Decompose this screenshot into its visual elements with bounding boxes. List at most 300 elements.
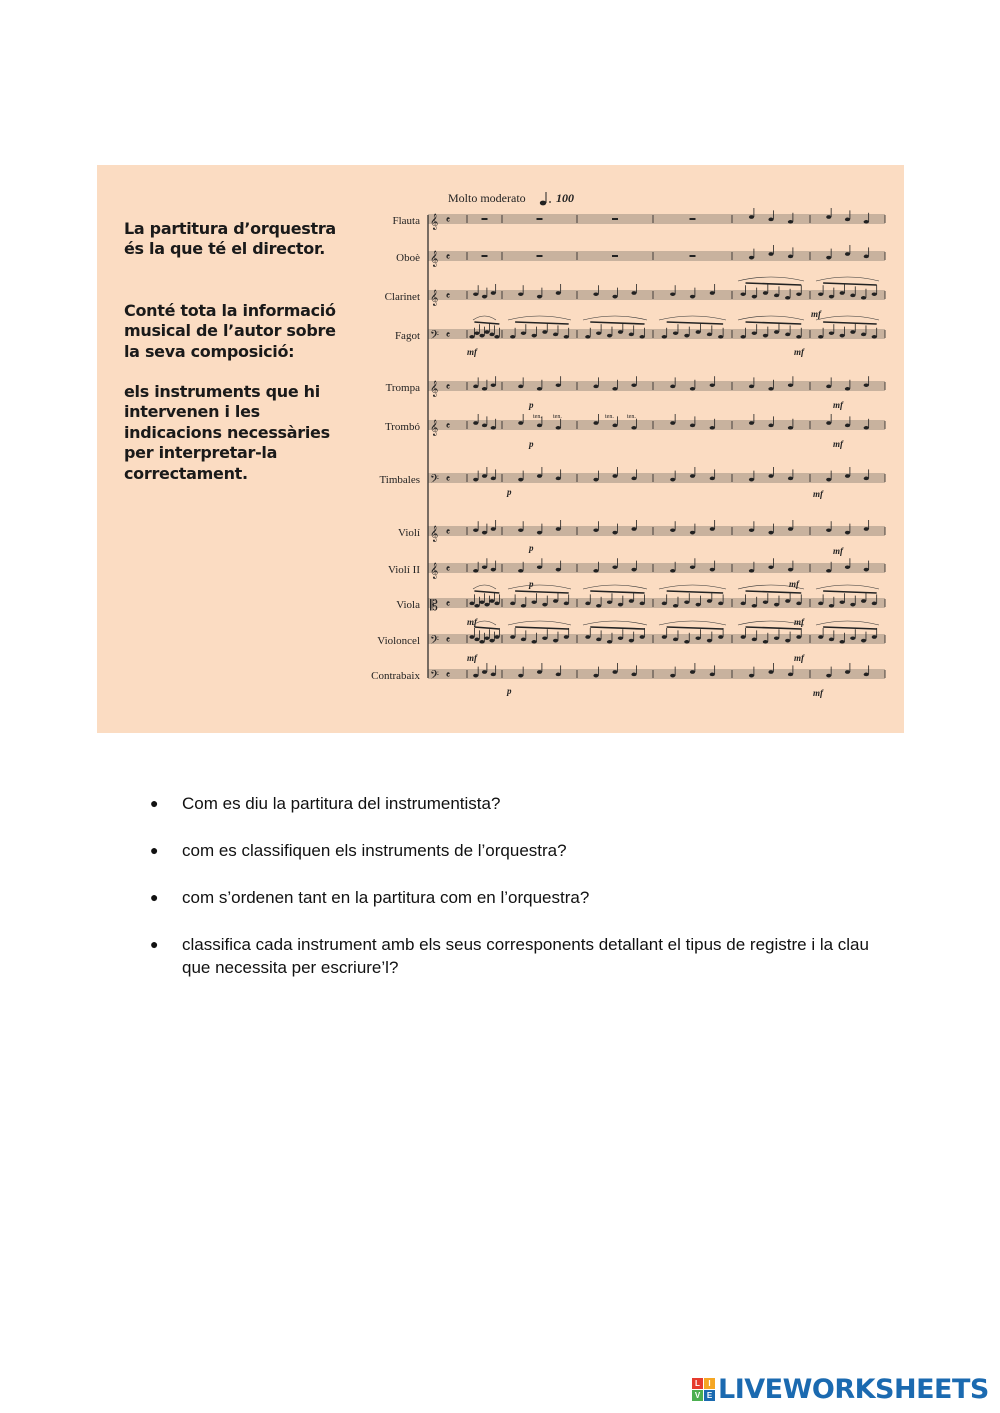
- note-head: [796, 602, 801, 606]
- note-head: [491, 291, 496, 295]
- note-head: [474, 604, 479, 608]
- note-head: [670, 569, 675, 573]
- note-beam: [746, 322, 802, 324]
- note-head: [612, 387, 617, 391]
- note-head: [612, 565, 617, 569]
- note-head: [479, 600, 484, 604]
- note-head: [774, 603, 779, 607]
- note-head: [840, 640, 845, 644]
- tempo-note-icon: [540, 192, 551, 205]
- note-head: [631, 383, 636, 387]
- note-head: [518, 569, 523, 573]
- note-head: [631, 527, 636, 531]
- note-head: [607, 600, 612, 604]
- note-head: [861, 296, 866, 300]
- time-signature-icon: 𝄴: [446, 215, 451, 225]
- clef-icon: 𝄞: [430, 527, 439, 542]
- time-signature-icon: 𝄴: [446, 599, 451, 609]
- dynamic-mark: mf: [833, 439, 843, 449]
- note-head: [537, 670, 542, 674]
- bullet-icon: ●: [150, 842, 159, 858]
- note-head: [612, 424, 617, 428]
- note-head: [473, 674, 478, 678]
- note-head: [473, 569, 478, 573]
- note-head: [826, 421, 831, 425]
- note-head: [518, 421, 523, 425]
- note-head: [607, 334, 612, 338]
- note-head: [556, 673, 561, 677]
- brand-name: LIVEWORKSHEETS: [718, 1373, 989, 1405]
- liveworksheets-brand[interactable]: [692, 1372, 989, 1406]
- note-head: [829, 295, 834, 299]
- note-head: [864, 673, 869, 677]
- note-head: [850, 330, 855, 334]
- instrument-label: Violí II: [387, 564, 420, 576]
- bullet-icon: ●: [150, 795, 159, 811]
- note-head: [749, 478, 754, 482]
- dynamic-mark: mf: [794, 347, 804, 357]
- note-head: [556, 477, 561, 481]
- note-head: [752, 331, 757, 335]
- slur: [738, 316, 804, 320]
- instrument-label: Trombó: [384, 421, 420, 433]
- question-item: [150, 792, 890, 815]
- logo-tile: V: [692, 1390, 703, 1401]
- note-head: [532, 334, 537, 338]
- clef-icon: 𝄞: [430, 421, 439, 436]
- slur: [583, 585, 647, 589]
- note-head: [826, 385, 831, 389]
- note-head: [818, 335, 823, 339]
- note-head: [768, 565, 773, 569]
- note-head: [707, 333, 712, 337]
- note-head: [763, 291, 768, 295]
- note-head: [542, 330, 547, 334]
- note-head: [482, 387, 487, 391]
- note-head: [593, 674, 598, 678]
- tenuto-mark: ten.: [553, 414, 562, 420]
- logo-tile: I: [704, 1378, 715, 1389]
- note-head: [553, 333, 558, 337]
- note-beam: [823, 591, 877, 593]
- note-beam: [667, 322, 723, 324]
- logo-tile: E: [704, 1390, 715, 1401]
- instrument-label: Violoncel: [377, 635, 420, 647]
- note-head: [631, 291, 636, 295]
- note-head: [662, 602, 667, 606]
- time-signature-icon: 𝄴: [446, 635, 451, 645]
- note-head: [845, 387, 850, 391]
- note-head: [631, 673, 636, 677]
- note-head: [718, 635, 723, 639]
- note-head: [556, 568, 561, 572]
- whole-rest-icon: [690, 218, 696, 220]
- note-head: [788, 426, 793, 430]
- note-head: [510, 602, 515, 606]
- slur: [816, 316, 879, 320]
- panel-body-1: Conté tota la informació musical de l’autor sobre la seva composició:: [124, 300, 336, 361]
- note-head: [829, 604, 834, 608]
- note-beam: [590, 627, 644, 629]
- slur: [816, 277, 879, 281]
- note-head: [741, 602, 746, 606]
- note-beam: [823, 627, 877, 629]
- note-head: [768, 670, 773, 674]
- note-head: [864, 220, 869, 224]
- panel-intro: La partitura d’orquestra és la que té el director.: [124, 219, 336, 259]
- note-head: [482, 670, 487, 674]
- note-head: [484, 636, 489, 640]
- note-head: [752, 638, 757, 642]
- note-head: [850, 294, 855, 298]
- note-head: [696, 330, 701, 334]
- note-head: [596, 331, 601, 335]
- note-head: [612, 531, 617, 535]
- note-head: [593, 292, 598, 296]
- note-head: [864, 527, 869, 531]
- note-head: [612, 474, 617, 478]
- note-head: [864, 383, 869, 387]
- dynamic-mark: p: [507, 686, 512, 696]
- note-head: [564, 335, 569, 339]
- note-head: [763, 640, 768, 644]
- note-head: [749, 421, 754, 425]
- note-head: [690, 424, 695, 428]
- note-head: [864, 255, 869, 259]
- note-head: [710, 477, 715, 481]
- note-head: [474, 331, 479, 335]
- note-head: [482, 295, 487, 299]
- slur: [508, 621, 571, 625]
- clef-icon: 𝄞: [430, 564, 439, 579]
- note-head: [607, 640, 612, 644]
- question-text: classifica cada instrument amb els seus corresponents detallant el tipus de registre i la clau que necessita per escriure’l?: [182, 935, 869, 977]
- note-head: [796, 335, 801, 339]
- clef-icon: 𝄞: [430, 382, 439, 397]
- note-head: [564, 635, 569, 639]
- note-head: [872, 292, 877, 296]
- note-head: [518, 674, 523, 678]
- slur: [583, 316, 647, 320]
- note-head: [826, 478, 831, 482]
- note-head: [774, 636, 779, 640]
- note-head: [612, 295, 617, 299]
- question-item: [150, 933, 890, 979]
- note-head: [707, 599, 712, 603]
- instrument-label: Clarinet: [384, 291, 420, 303]
- note-head: [861, 639, 866, 643]
- note-head: [510, 635, 515, 639]
- note-head: [593, 421, 598, 425]
- instrument-label: Violí: [398, 527, 420, 539]
- instrument-label: Fagot: [394, 330, 420, 342]
- note-head: [785, 639, 790, 643]
- note-head: [596, 604, 601, 608]
- note-head: [718, 335, 723, 339]
- note-head: [872, 602, 877, 606]
- note-head: [473, 292, 478, 296]
- note-head: [710, 383, 715, 387]
- time-signature-icon: 𝄴: [446, 382, 451, 392]
- note-head: [537, 424, 542, 428]
- note-head: [768, 424, 773, 428]
- slur: [473, 585, 496, 589]
- clef-icon: 𝄢: [430, 474, 440, 489]
- note-head: [864, 426, 869, 430]
- note-head: [710, 291, 715, 295]
- note-head: [829, 331, 834, 335]
- note-head: [618, 636, 623, 640]
- note-head: [864, 477, 869, 481]
- tempo-value: 100: [556, 191, 574, 205]
- note-head: [640, 335, 645, 339]
- time-signature-icon: 𝄴: [446, 330, 451, 340]
- note-head: [826, 215, 831, 219]
- note-head: [872, 335, 877, 339]
- note-head: [556, 291, 561, 295]
- note-beam: [746, 627, 802, 629]
- note-beam: [746, 283, 802, 285]
- clef-icon: 𝄞: [430, 291, 439, 306]
- note-head: [479, 640, 484, 644]
- slur: [816, 585, 879, 589]
- note-head: [845, 565, 850, 569]
- whole-rest-icon: [537, 218, 543, 220]
- note-head: [518, 385, 523, 389]
- note-head: [662, 335, 667, 339]
- question-item: [150, 839, 890, 862]
- note-head: [788, 527, 793, 531]
- note-head: [845, 531, 850, 535]
- note-head: [469, 335, 474, 339]
- note-head: [818, 635, 823, 639]
- note-head: [826, 256, 831, 260]
- note-head: [489, 333, 494, 337]
- tenuto-mark: ten.: [605, 414, 614, 420]
- note-head: [749, 385, 754, 389]
- note-beam: [590, 322, 644, 324]
- note-head: [585, 635, 590, 639]
- note-head: [710, 673, 715, 677]
- dynamic-mark: p: [529, 543, 534, 553]
- note-head: [537, 474, 542, 478]
- slur: [659, 316, 726, 320]
- note-beam: [515, 627, 569, 629]
- note-head: [684, 600, 689, 604]
- question-text: com es classifiquen els instruments de l’orquestra?: [182, 841, 567, 860]
- note-head: [489, 599, 494, 603]
- note-head: [718, 602, 723, 606]
- note-head: [774, 330, 779, 334]
- question-item: [150, 886, 890, 909]
- note-head: [845, 424, 850, 428]
- dynamic-mark: mf: [833, 400, 843, 410]
- note-head: [845, 474, 850, 478]
- note-head: [840, 334, 845, 338]
- note-head: [593, 478, 598, 482]
- note-head: [556, 527, 561, 531]
- note-head: [629, 333, 634, 337]
- note-head: [521, 604, 526, 608]
- note-head: [521, 638, 526, 642]
- note-head: [479, 334, 484, 338]
- note-head: [763, 600, 768, 604]
- note-head: [473, 385, 478, 389]
- note-head: [537, 387, 542, 391]
- note-head: [818, 292, 823, 296]
- note-head: [537, 295, 542, 299]
- dynamic-mark: p: [529, 439, 534, 449]
- note-head: [494, 335, 499, 339]
- note-head: [640, 635, 645, 639]
- note-head: [596, 638, 601, 642]
- dynamic-mark: mf: [813, 489, 823, 499]
- note-head: [707, 639, 712, 643]
- note-beam: [823, 322, 877, 324]
- note-head: [840, 600, 845, 604]
- orchestral-score: [97, 165, 904, 733]
- note-head: [593, 385, 598, 389]
- note-head: [631, 426, 636, 430]
- note-head: [872, 635, 877, 639]
- note-head: [556, 426, 561, 430]
- note-head: [670, 385, 675, 389]
- dynamic-mark: mf: [813, 688, 823, 698]
- note-head: [491, 673, 496, 677]
- note-beam: [667, 591, 723, 593]
- tenuto-mark: ten.: [533, 414, 542, 420]
- bullet-icon: ●: [150, 889, 159, 905]
- note-head: [469, 602, 474, 606]
- note-beam: [515, 322, 569, 324]
- score-panel: [97, 165, 904, 733]
- note-head: [774, 294, 779, 298]
- liveworksheets-logo-icon: [692, 1378, 715, 1401]
- time-signature-icon: 𝄴: [446, 564, 451, 574]
- note-head: [670, 674, 675, 678]
- note-head: [532, 600, 537, 604]
- note-head: [788, 673, 793, 677]
- instrument-label: Timbales: [379, 474, 420, 486]
- note-head: [818, 602, 823, 606]
- note-head: [629, 639, 634, 643]
- slur: [816, 621, 879, 625]
- note-head: [518, 478, 523, 482]
- note-head: [469, 635, 474, 639]
- note-head: [861, 333, 866, 337]
- note-head: [670, 478, 675, 482]
- note-beam: [474, 627, 499, 629]
- instrument-label: Viola: [396, 599, 420, 611]
- note-head: [741, 292, 746, 296]
- note-head: [864, 568, 869, 572]
- time-signature-icon: 𝄴: [446, 670, 451, 680]
- staff-system: [428, 208, 885, 685]
- note-head: [749, 569, 754, 573]
- note-head: [585, 602, 590, 606]
- note-head: [710, 426, 715, 430]
- note-head: [749, 528, 754, 532]
- note-head: [752, 604, 757, 608]
- clef-icon: 𝄢: [430, 670, 440, 685]
- note-head: [768, 387, 773, 391]
- note-head: [585, 335, 590, 339]
- note-head: [785, 599, 790, 603]
- note-head: [850, 636, 855, 640]
- note-head: [768, 474, 773, 478]
- note-head: [763, 334, 768, 338]
- note-head: [494, 635, 499, 639]
- note-head: [690, 387, 695, 391]
- dynamic-mark: mf: [467, 347, 477, 357]
- dynamic-mark: mf: [467, 653, 477, 663]
- note-head: [788, 568, 793, 572]
- note-beam: [667, 627, 723, 629]
- note-head: [788, 477, 793, 481]
- note-head: [749, 215, 754, 219]
- note-head: [553, 639, 558, 643]
- note-head: [518, 292, 523, 296]
- note-head: [690, 295, 695, 299]
- note-head: [629, 599, 634, 603]
- note-head: [840, 291, 845, 295]
- note-head: [473, 478, 478, 482]
- note-head: [670, 528, 675, 532]
- note-head: [537, 565, 542, 569]
- note-head: [673, 604, 678, 608]
- time-signature-icon: 𝄴: [446, 474, 451, 484]
- note-beam: [746, 591, 802, 593]
- note-head: [482, 474, 487, 478]
- note-head: [741, 635, 746, 639]
- note-head: [768, 252, 773, 256]
- panel-body-2: els instruments que hi intervenen i les indicacions necessàries per interpretar-la correctament.: [124, 382, 330, 483]
- note-head: [640, 602, 645, 606]
- note-head: [618, 330, 623, 334]
- note-head: [542, 636, 547, 640]
- note-head: [788, 383, 793, 387]
- note-head: [696, 603, 701, 607]
- note-head: [482, 531, 487, 535]
- note-head: [684, 640, 689, 644]
- whole-rest-icon: [482, 255, 488, 257]
- note-beam: [590, 591, 644, 593]
- slur: [508, 585, 571, 589]
- note-head: [494, 602, 499, 606]
- dynamic-mark: mf: [833, 546, 843, 556]
- note-beam: [474, 591, 499, 593]
- note-head: [768, 218, 773, 222]
- note-head: [489, 639, 494, 643]
- note-head: [593, 569, 598, 573]
- note-beam: [823, 283, 877, 285]
- note-head: [850, 603, 855, 607]
- note-head: [690, 531, 695, 535]
- note-head: [612, 670, 617, 674]
- note-head: [796, 292, 801, 296]
- note-head: [473, 528, 478, 532]
- note-head: [829, 638, 834, 642]
- dynamic-mark: mf: [794, 617, 804, 627]
- note-head: [749, 256, 754, 260]
- note-head: [521, 331, 526, 335]
- note-head: [845, 670, 850, 674]
- whole-rest-icon: [612, 255, 618, 257]
- tenuto-mark: ten.: [627, 414, 636, 420]
- note-head: [785, 296, 790, 300]
- clef-icon: 𝄞: [430, 252, 439, 267]
- note-head: [788, 220, 793, 224]
